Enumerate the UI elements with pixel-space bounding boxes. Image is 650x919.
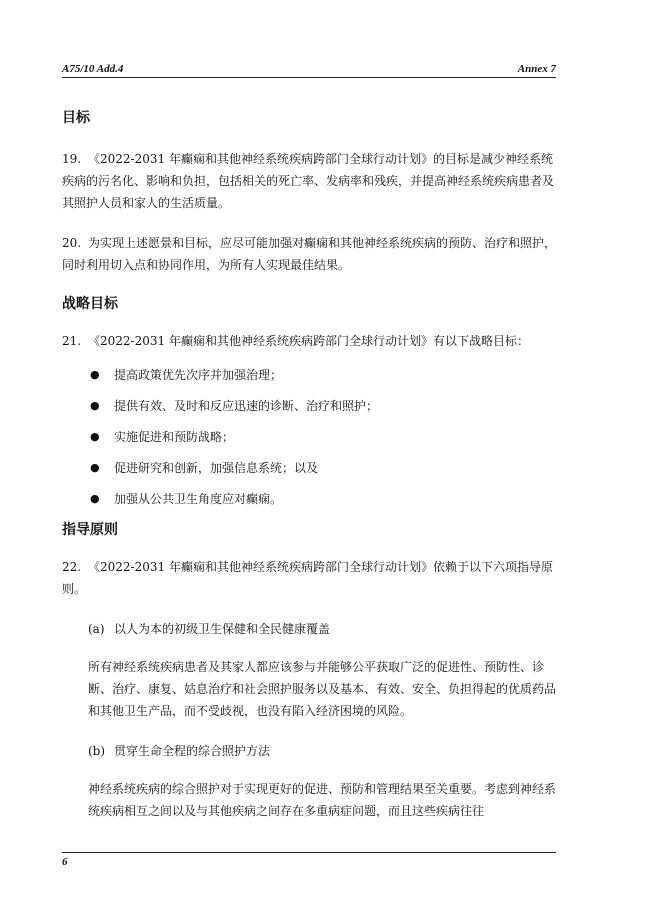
list-item <box>62 395 558 417</box>
heading-goals: 目标 <box>62 110 90 126</box>
paragraph-22 <box>62 556 558 600</box>
principle-a-title <box>62 618 558 640</box>
list-item <box>62 426 558 448</box>
principle-a-body: 所有神经系统疾病患者及其家人都应该参与并能够公平获取广泛的促进性、预防性、诊断、治疗、康复、姑息治疗和社会照护服务以及基本、有效、安全、负担得起的优质药品和其他卫生产品，而不受歧视，也没有陷入经济困境的风险。 <box>88 660 557 718</box>
principle-title-text: 贯穿生命全程的综合照护方法 <box>114 744 271 758</box>
paragraph-text: 《2022-2031 年癫痫和其他神经系统疾病跨部门全球行动计划》依赖于以下六项指导原则。 <box>62 560 553 596</box>
doc-number: A75/10 Add.4 <box>62 63 124 75</box>
bullet-icon: ● <box>90 430 100 443</box>
strategic-objectives-list <box>62 364 558 510</box>
list-item-text: 提供有效、及时和反应迅速的诊断、治疗和照护； <box>114 399 379 413</box>
list-item <box>62 488 558 510</box>
list-item-text: 加强从公共卫生角度应对癫痫。 <box>114 492 283 506</box>
page-content <box>62 108 558 840</box>
list-item-text: 实施促进和预防战略； <box>114 430 235 444</box>
paragraph-number: 19. <box>62 152 82 166</box>
paragraph-text: 《2022-2031 年癫痫和其他神经系统疾病跨部门全球行动计划》的目标是减少神经系统疾病的污名化、影响和负担，包括相关的死亡率、发病率和残疾，并提高神经系统疾病患者及其照护人员和家人的生活质量。 <box>62 152 555 210</box>
list-item-text: 提高政策优先次序并加强治理； <box>114 368 283 382</box>
heading-strategic-objectives: 战略目标 <box>62 296 118 312</box>
list-item <box>62 457 558 479</box>
page-number: 6 <box>62 856 68 868</box>
paragraph-text: 《2022-2031 年癫痫和其他神经系统疾病跨部门全球行动计划》有以下战略目标： <box>88 334 529 348</box>
principle-b-title <box>62 740 558 762</box>
annex-label: Annex 7 <box>517 63 556 75</box>
page-header <box>62 63 556 75</box>
bullet-icon: ● <box>90 399 100 412</box>
list-item-text: 促进研究和创新，加强信息系统；以及 <box>114 461 319 475</box>
header-rule <box>62 77 556 78</box>
paragraph-number: 21. <box>62 334 82 348</box>
bullet-icon: ● <box>90 461 100 474</box>
paragraph-number: 22. <box>62 560 82 574</box>
principle-b-body: 神经系统疾病的综合照护对于实现更好的促进、预防和管理结果至关重要。考虑到神经系统疾病相互之间以及与其他疾病之间存在多重病症问题，而且这些疾病往往 <box>88 782 557 818</box>
heading-guiding-principles: 指导原则 <box>62 522 118 538</box>
list-item <box>62 364 558 386</box>
paragraph-19 <box>62 148 558 214</box>
principle-label: (a) <box>88 622 105 636</box>
paragraph-text: 为实现上述愿景和目标，应尽可能加强对癫痫和其他神经系统疾病的预防、治疗和照护，同时利用切入点和协同作用，为所有人实现最佳结果。 <box>62 236 557 272</box>
paragraph-number: 20. <box>62 236 82 250</box>
paragraph-20 <box>62 232 558 276</box>
bullet-icon: ● <box>90 368 100 381</box>
principle-label: (b) <box>88 744 106 758</box>
bullet-icon: ● <box>90 492 100 505</box>
footer-rule <box>62 852 556 853</box>
principle-title-text: 以人为本的初级卫生保健和全民健康覆盖 <box>114 622 331 636</box>
paragraph-21 <box>62 330 558 352</box>
